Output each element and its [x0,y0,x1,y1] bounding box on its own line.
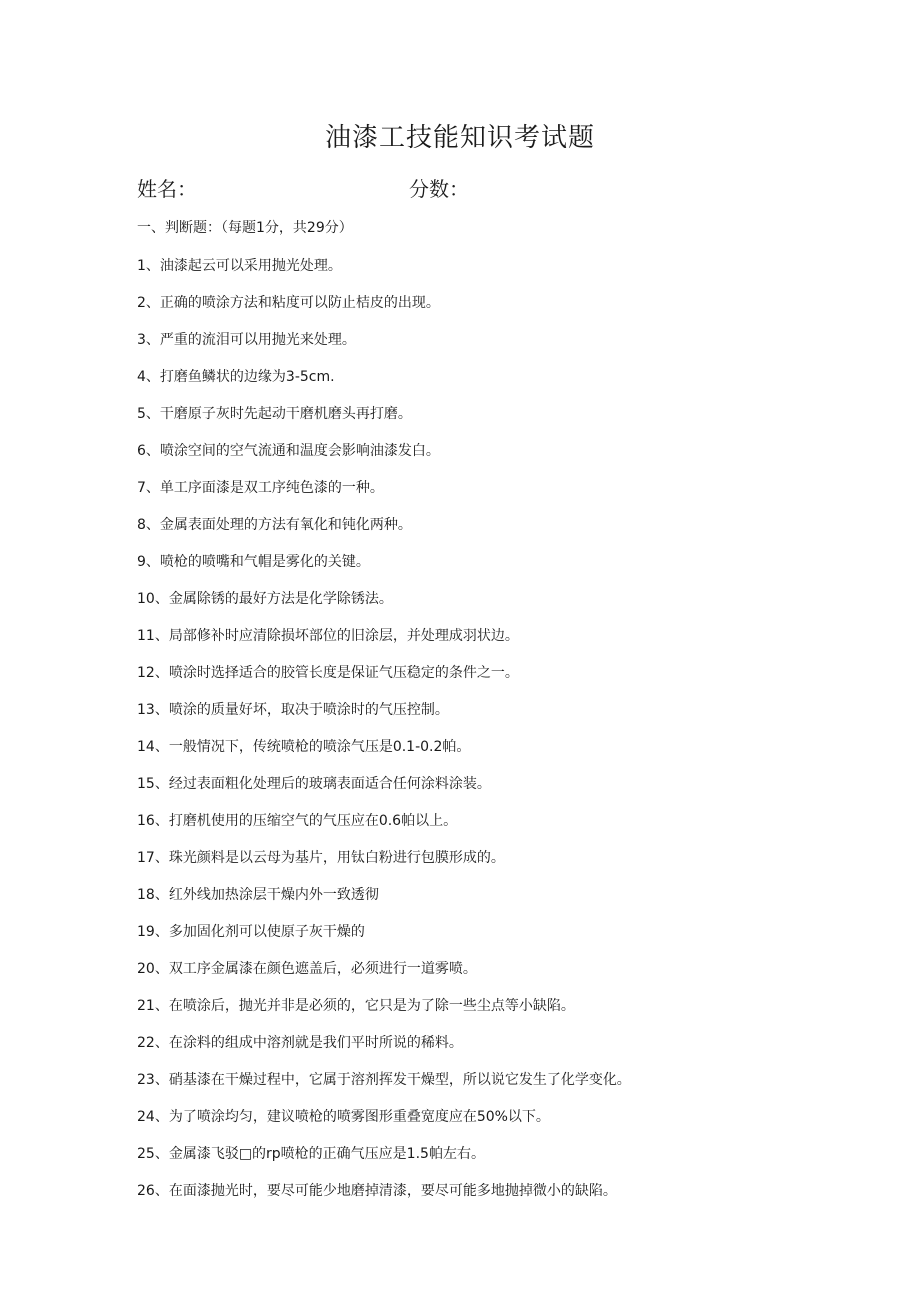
question-item: 4、打磨鱼鳞状的边缘为3-5cm. [137,369,335,385]
score-label: 分数： [409,177,469,201]
question-item: 12、喷涂时选择适合的胶管长度是保证气压稳定的条件之一。 [137,665,519,681]
question-item: 24、为了喷涂均匀，建议喷枪的喷雾图形重叠宽度应在50%以下。 [137,1109,550,1125]
page-title: 油漆工技能知识考试题 [324,123,595,153]
question-item: 25、金属漆飞驳□的rp喷枪的正确气压应是1.5帕左右。 [137,1146,485,1162]
question-list [137,254,857,1216]
question-item: 8、金属表面处理的方法有氧化和钝化两种。 [137,517,412,533]
question-item: 13、喷涂的质量好坏，取决于喷涂时的气压控制。 [137,702,449,718]
question-item: 23、硝基漆在干燥过程中，它属于溶剂挥发干燥型，所以说它发生了化学变化。 [137,1072,631,1088]
question-item: 22、在涂料的组成中溶剂就是我们平时所说的稀料。 [137,1035,463,1051]
name-label: 姓名： [137,177,197,201]
question-item: 7、单工序面漆是双工序纯色漆的一种。 [137,480,384,496]
student-info-row [137,172,737,206]
question-item: 10、金属除锈的最好方法是化学除锈法。 [137,591,393,607]
question-item: 1、油漆起云可以采用抛光处理。 [137,258,342,274]
question-item: 17、珠光颜料是以云母为基片，用钛白粉进行包膜形成的。 [137,850,505,866]
question-item: 15、经过表面粗化处理后的玻璃表面适合任何涂料涂装。 [137,776,491,792]
question-item: 3、严重的流泪可以用抛光来处理。 [137,332,356,348]
question-item: 6、喷涂空间的空气流通和温度会影响油漆发白。 [137,443,440,459]
question-item: 19、多加固化剂可以使原子灰干燥的 [137,924,365,940]
question-item: 16、打磨机使用的压缩空气的气压应在0.6帕以上。 [137,813,458,829]
question-item: 26、在面漆抛光时，要尽可能少地磨掉清漆，要尽可能多地抛掉微小的缺陷。 [137,1183,617,1199]
question-item: 5、干磨原子灰时先起动干磨机磨头再打磨。 [137,406,412,422]
question-item: 21、在喷涂后，抛光并非是必须的，它只是为了除一些尘点等小缺陷。 [137,998,575,1014]
question-item: 20、双工序金属漆在颜色遮盖后，必须进行一道雾喷。 [137,961,477,977]
section-heading: 一、判断题：（每题1分，共29分） [137,220,353,236]
question-item: 11、局部修补时应清除损坏部位的旧涂层，并处理成羽状边。 [137,628,519,644]
question-item: 14、一般情况下，传统喷枪的喷涂气压是0.1-0.2帕。 [137,739,471,755]
question-item: 9、喷枪的喷嘴和气帽是雾化的关键。 [137,554,370,570]
question-item: 18、红外线加热涂层干燥内外一致透彻 [137,887,379,903]
question-item: 2、正确的喷涂方法和粘度可以防止桔皮的出现。 [137,295,440,311]
